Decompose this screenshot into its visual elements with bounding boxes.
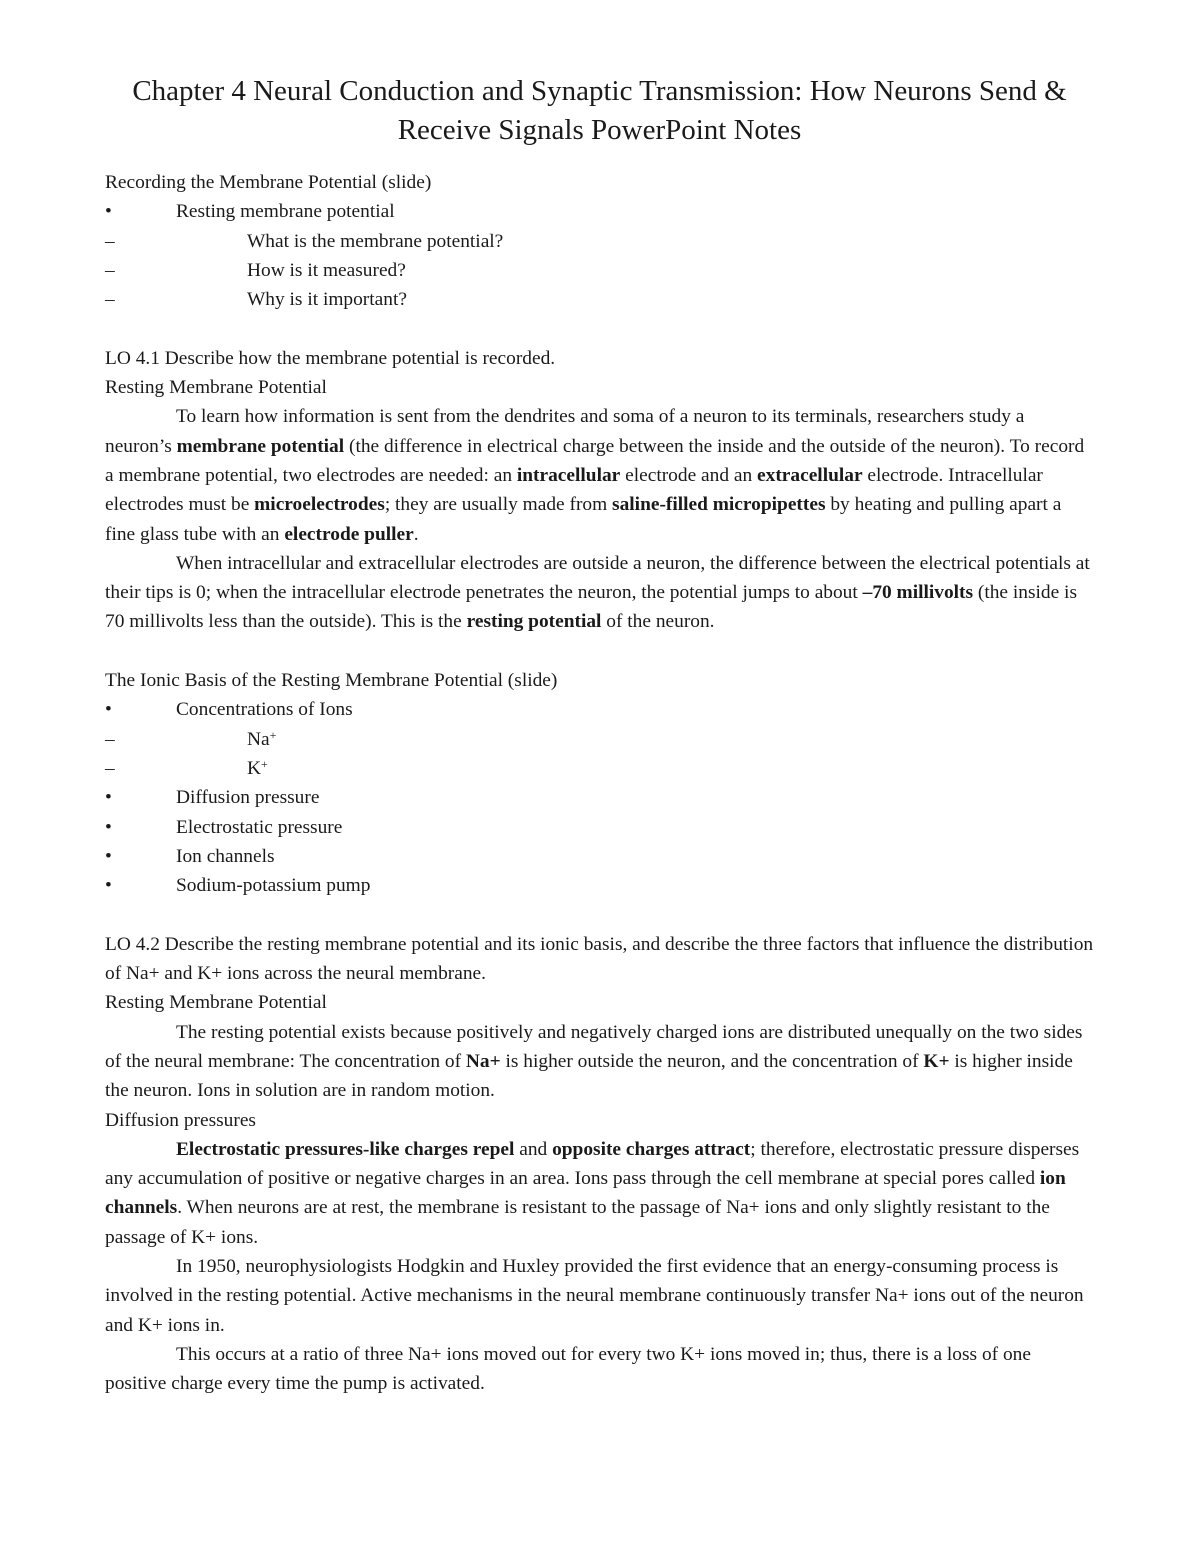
sub-bullet-item: – Na+ — [105, 725, 1094, 754]
sub-bullet-item: – What is the membrane potential? — [105, 227, 1094, 256]
section-heading-recording: Recording the Membrane Potential (slide) — [105, 172, 432, 193]
bullet-item: • Diffusion pressure — [105, 783, 1094, 812]
document-title: Chapter 4 Neural Conduction and Synaptic Transmission: How Neurons Send & Receive Signals PowerPoint Notes — [132, 75, 1067, 146]
subheading-resting-potential: Resting Membrane Potential — [105, 377, 327, 399]
subheading-diffusion: Diffusion pressures — [105, 1109, 256, 1131]
bullet-item: • Sodium-potassium pump — [105, 871, 1094, 900]
sub-bullet-item: – How is it measured? — [105, 256, 1094, 285]
bullet-item: • Electrostatic pressure — [105, 813, 1094, 842]
bullet-marker: • — [105, 845, 112, 867]
dash-marker: – — [105, 230, 115, 252]
section-heading-ionic-basis: The Ionic Basis of the Resting Membrane Potential (slide) — [105, 670, 558, 692]
paragraph: In 1950, neurophysiologists Hodgkin and Huxley provided the first evidence that an energy-consuming process is involved in the resting potential. Active mechanisms in the neural membrane continuously transfer Na+ ions out of the neuron and K+ ions in. — [105, 1255, 1084, 1336]
bullet-item: • Ion channels — [105, 842, 1094, 871]
paragraph: Electrostatic pressures-like charges repel and opposite charges attract; therefore, electrostatic pressure disperses any accumulation of positive or negative charges in an area. Ions pass through the cell membrane at special pores called ion channels. When neurons are at rest, the membrane is resistant to the passage of Na+ ions and only slightly resistant to the passage of K+ ions. — [105, 1138, 1080, 1248]
bullet-marker: • — [105, 699, 112, 721]
sub-bullet-item: – K+ — [105, 754, 1094, 783]
sub-bullet-item: – Why is it important? — [105, 285, 1094, 314]
paragraph: When intracellular and extracellular electrodes are outside a neuron, the difference between the electrical potentials at their tips is 0; when the intracellular electrode penetrates the neuron, the potential jumps to about –70 millivolts (the inside is 70 millivolts less than the outside). This is the resting potential of the neuron. — [105, 552, 1090, 633]
bullet-marker: • — [105, 787, 112, 809]
dash-marker: – — [105, 289, 115, 311]
bullet-item: • Resting membrane potential — [105, 197, 1094, 226]
learning-objective-4-1: LO 4.1 Describe how the membrane potential is recorded. — [105, 347, 556, 369]
bullet-item: • Concentrations of Ions — [105, 695, 1094, 724]
dash-marker: – — [105, 757, 115, 779]
bullet-marker: • — [105, 201, 112, 223]
dash-marker: – — [105, 259, 115, 281]
paragraph: To learn how information is sent from the dendrites and soma of a neuron to its terminals, researchers study a neuron’s membrane potential (the difference in electrical charge between the inside and the outside of the neuron). To record a membrane potential, two electrodes are needed: an intracellular electrode and an extracellular electrode. Intracellular electrodes must be microelectrodes; they are usually made from saline-filled micropipettes by heating and pulling apart a fine glass tube with an electrode puller. — [105, 406, 1085, 545]
subheading-resting-potential: Resting Membrane Potential — [105, 992, 327, 1014]
paragraph: This occurs at a ratio of three Na+ ions moved out for every two K+ ions moved in; thus, there is a loss of one positive charge every time the pump is activated. — [105, 1343, 1031, 1395]
paragraph: The resting potential exists because positively and negatively charged ions are distributed unequally on the two sides of the neural membrane: The concentration of Na+ is higher outside the neuron, and the concentration of K+ is higher inside the neuron. Ions in solution are in random motion. — [105, 1021, 1083, 1102]
dash-marker: – — [105, 728, 115, 750]
bullet-marker: • — [105, 816, 112, 838]
bullet-marker: • — [105, 875, 112, 897]
learning-objective-4-2: LO 4.2 Describe the resting membrane potential and its ionic basis, and describe the three factors that influence the distribution of Na+ and K+ ions across the neural membrane. — [105, 933, 1094, 985]
